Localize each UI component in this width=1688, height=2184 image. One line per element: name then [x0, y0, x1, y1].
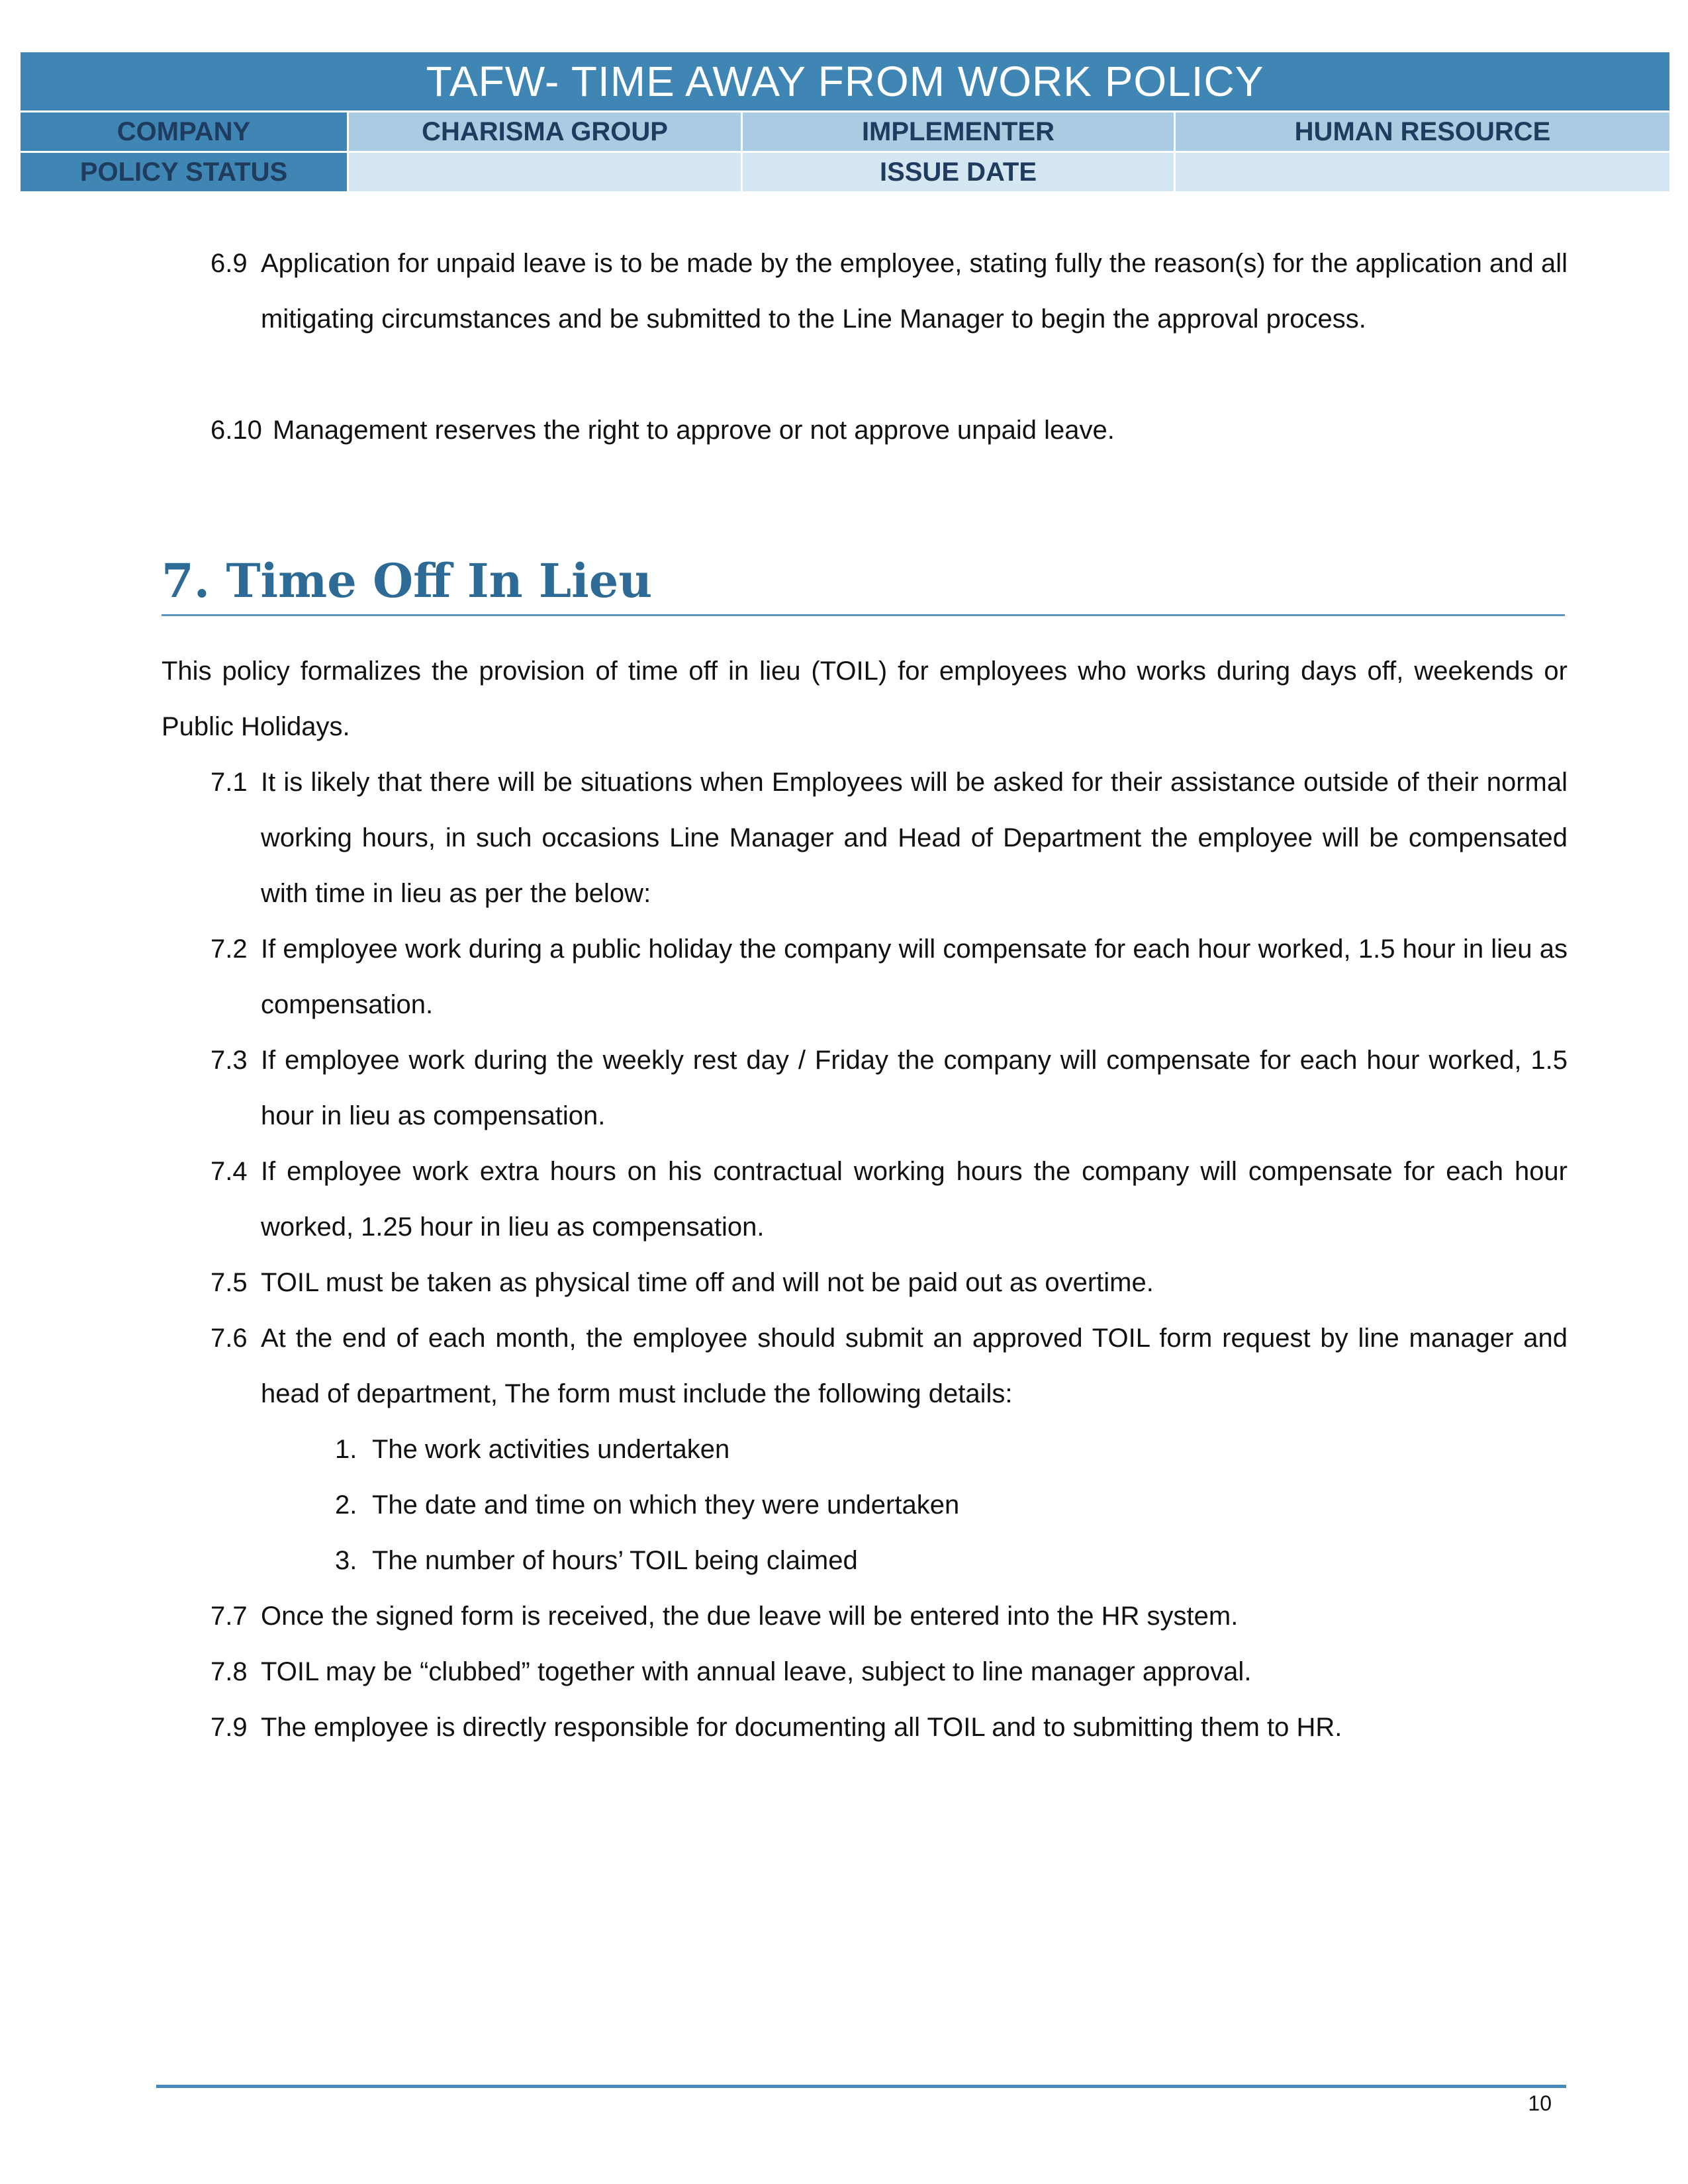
section-divider [162, 614, 1565, 616]
list-item-7-9 [211, 1700, 1568, 1755]
item-text: It is likely that there will be situations when Employees will be asked for their assistance outside of their normal working hours, in such occasions Line Manager and Head of Department the employee will be compensated with time in lieu as per the below: [261, 768, 1568, 908]
item-text: If employee work extra hours on his contractual working hours the company will compensate for each hour worked, 1.25 hour in lieu as compensation. [261, 1157, 1568, 1242]
item-text: Management reserves the right to approve or not approve unpaid leave. [273, 416, 1115, 445]
policy-header-table [19, 50, 1671, 193]
item-number: 7.1 [211, 768, 248, 797]
page-number: 10 [1528, 2091, 1552, 2115]
list-item-7-5 [211, 1255, 1568, 1310]
sub-item-number: 2. [335, 1490, 357, 1520]
footer-divider [156, 2085, 1566, 2088]
list-item-7-2 [211, 921, 1568, 1032]
list-item-7-8 [211, 1644, 1568, 1700]
item-text: If employee work during a public holiday the company will compensate for each hour worked, 1.5 hour in lieu as compensation. [261, 934, 1568, 1019]
sub-item-text: The date and time on which they were undertaken [372, 1490, 960, 1520]
sub-item-number: 1. [335, 1435, 357, 1464]
item-text: At the end of each month, the employee should submit an approved TOIL form request by line manager and head of department, The form must include the following details: [261, 1324, 1568, 1408]
item-text: Once the signed form is received, the due leave will be entered into the HR system. [261, 1602, 1239, 1631]
sub-item-number: 3. [335, 1546, 357, 1575]
list-item-7-3 [211, 1032, 1568, 1144]
item-number: 7.7 [211, 1602, 248, 1631]
item-text: TOIL must be taken as physical time off and will not be paid out as overtime. [261, 1268, 1154, 1297]
item-number: 7.8 [211, 1657, 248, 1686]
policy-status-value [348, 152, 742, 193]
item-number: 7.2 [211, 934, 248, 964]
list-item-7-6 [211, 1310, 1568, 1422]
list-item-7-4 [211, 1144, 1568, 1255]
sub-list-item [335, 1477, 959, 1533]
item-text: The employee is directly responsible for documenting all TOIL and to submitting them to HR. [261, 1713, 1342, 1742]
section-heading: 7. Time Off In Lieu [162, 553, 653, 608]
implementer-value: HUMAN RESOURCE [1175, 112, 1671, 152]
item-number: 7.4 [211, 1157, 248, 1186]
item-number: 6.9 [211, 249, 248, 278]
sub-list-item [335, 1533, 858, 1588]
company-label: COMPANY [20, 112, 348, 152]
item-number: 7.3 [211, 1046, 248, 1075]
list-item-7-1 [211, 754, 1568, 921]
item-number: 6.10 [211, 416, 262, 445]
policy-title: TAFW- TIME AWAY FROM WORK POLICY [20, 52, 1671, 112]
sub-item-text: The work activities undertaken [372, 1435, 730, 1464]
item-number: 7.9 [211, 1713, 248, 1742]
implementer-label: IMPLEMENTER [742, 112, 1175, 152]
policy-status-label: POLICY STATUS [20, 152, 348, 193]
sub-list-item [335, 1422, 729, 1477]
issue-date-value [1175, 152, 1671, 193]
sub-item-text: The number of hours’ TOIL being claimed [372, 1546, 858, 1575]
item-text: If employee work during the weekly rest day / Friday the company will compensate for each hour worked, 1.5 hour in lieu as compensation. [261, 1046, 1568, 1130]
issue-date-label: ISSUE DATE [742, 152, 1175, 193]
company-value: CHARISMA GROUP [348, 112, 742, 152]
list-item-6-9 [211, 236, 1568, 347]
item-number: 7.6 [211, 1324, 248, 1353]
section-intro: This policy formalizes the provision of time off in lieu (TOIL) for employees who works during days off, weekends or Public Holidays. [162, 657, 1568, 741]
item-number: 7.5 [211, 1268, 248, 1297]
list-item-7-7 [211, 1588, 1568, 1644]
item-text: Application for unpaid leave is to be made by the employee, stating fully the reason(s) for the application and all mitigating circumstances and be submitted to the Line Manager to begin the approval process. [261, 249, 1568, 334]
list-item-6-10 [211, 402, 1568, 458]
item-text: TOIL may be “clubbed” together with annual leave, subject to line manager approval. [261, 1657, 1252, 1686]
